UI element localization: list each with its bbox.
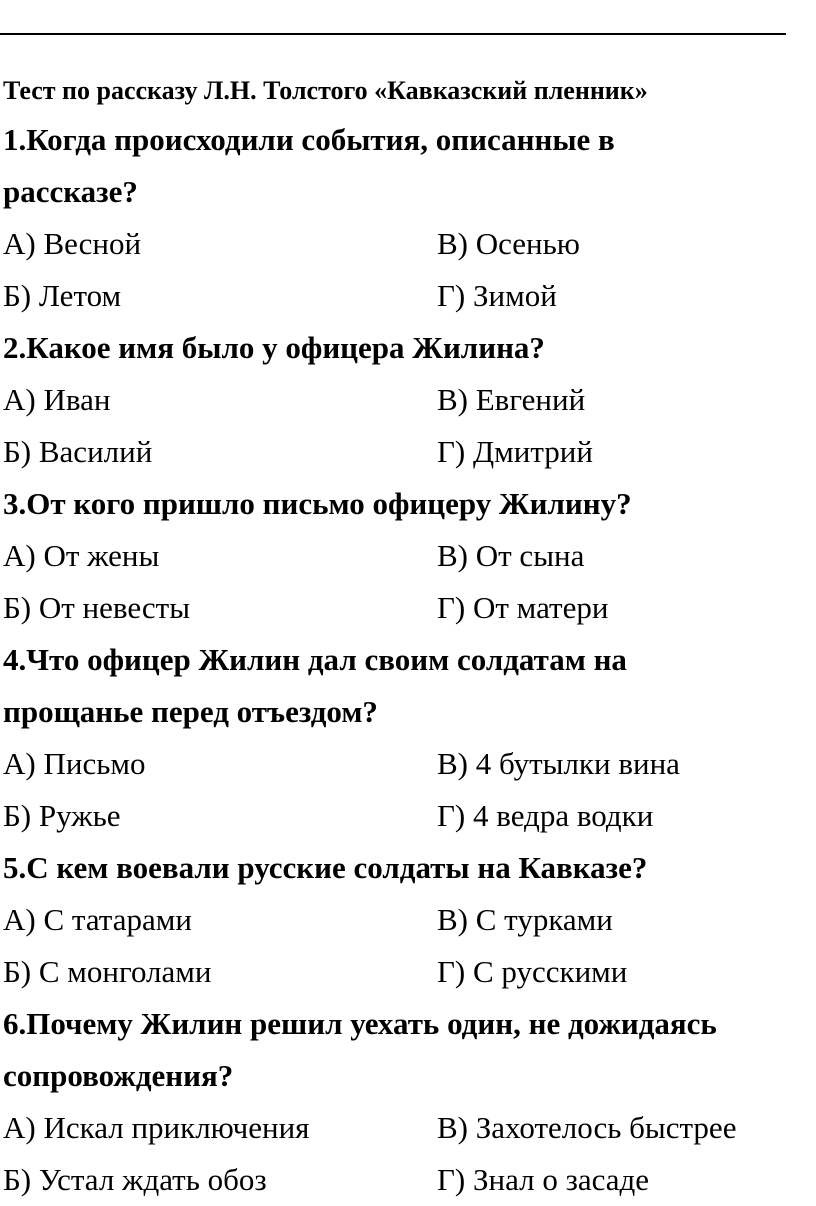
option-a: А) Иван — [3, 382, 111, 417]
options-row — [3, 426, 803, 478]
options-row — [3, 946, 803, 998]
options-row — [3, 738, 803, 790]
option-g: Г) С русскими — [437, 954, 628, 989]
option-b: Б) С монголами — [3, 954, 212, 989]
question-3 — [3, 478, 803, 634]
options-row — [3, 894, 803, 946]
question-text: сопровождения? — [3, 1058, 234, 1093]
option-v: В) 4 бутылки вина — [437, 746, 680, 781]
question-1 — [3, 114, 803, 322]
options-row — [3, 1102, 803, 1154]
question-list — [3, 114, 803, 1206]
option-g: Г) От матери — [437, 590, 609, 625]
option-b: Б) От невесты — [3, 590, 191, 625]
question-text: 6.Почему Жилин решил уехать один, не дожидаясь — [3, 1006, 717, 1041]
option-v: В) Евгений — [437, 382, 586, 417]
options-row — [3, 582, 803, 634]
question-text: 3.От кого пришло письмо офицеру Жилину? — [3, 486, 632, 521]
option-a: А) Искал приключения — [3, 1110, 310, 1145]
question-4 — [3, 634, 803, 842]
option-g: Г) Знал о засаде — [437, 1162, 650, 1197]
question-5 — [3, 842, 803, 998]
options-row — [3, 374, 803, 426]
question-text: 1.Когда происходили события, описанные в — [3, 122, 615, 157]
question-2 — [3, 322, 803, 478]
option-b: Б) Василий — [3, 434, 153, 469]
option-a: А) Весной — [3, 226, 142, 261]
options-row — [3, 270, 803, 322]
option-a: А) С татарами — [3, 902, 192, 937]
question-text: рассказе? — [3, 174, 138, 209]
option-b: Б) Летом — [3, 278, 122, 313]
option-v: В) От сына — [437, 538, 585, 573]
question-text: 2.Какое имя было у офицера Жилина? — [3, 330, 545, 365]
options-row — [3, 530, 803, 582]
question-6 — [3, 998, 803, 1206]
option-a: А) От жены — [3, 538, 160, 573]
option-v: В) С турками — [437, 902, 613, 937]
option-g: Г) 4 ведра водки — [437, 798, 654, 833]
option-g: Г) Дмитрий — [437, 434, 593, 469]
question-text: прощанье перед отъездом? — [3, 694, 378, 729]
options-row — [3, 1154, 803, 1206]
question-text: 5.С кем воевали русские солдаты на Кавказе? — [3, 850, 648, 885]
question-text: 4.Что офицер Жилин дал своим солдатам на — [3, 642, 627, 677]
option-b: Б) Ружье — [3, 798, 121, 833]
option-v: В) Осенью — [437, 226, 580, 261]
option-a: А) Письмо — [3, 746, 146, 781]
option-v: В) Захотелось быстрее — [437, 1110, 737, 1145]
top-rule — [0, 33, 786, 35]
option-g: Г) Зимой — [437, 278, 557, 313]
option-b: Б) Устал ждать обоз — [3, 1162, 267, 1197]
options-row — [3, 218, 803, 270]
document-title: Тест по рассказу Л.Н. Толстого «Кавказский пленник» — [3, 76, 648, 105]
options-row — [3, 790, 803, 842]
